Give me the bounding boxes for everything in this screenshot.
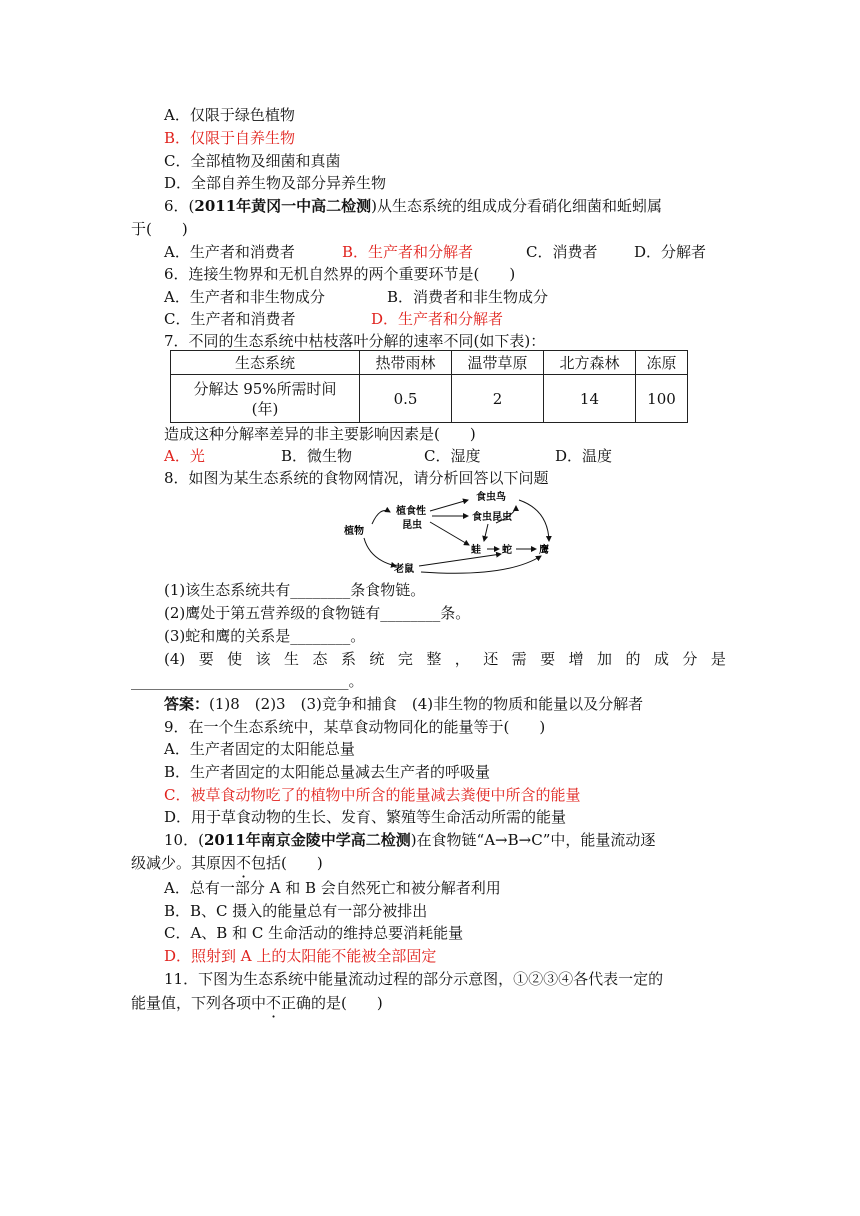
q8-s4-char: 加 — [597, 650, 613, 668]
q6a-source: 2011年黄冈一中高二检测 — [194, 197, 372, 215]
node-insectivorous-bird: 食虫鸟 — [476, 492, 506, 503]
arrow-mouse-to-eagle — [421, 556, 541, 573]
q8-s4-char: 成 — [653, 650, 669, 668]
q6a-stem-text: )从生态系统的组成成分看硝化细菌和蚯蚓属 — [371, 197, 663, 215]
q10-option-b: B．B、C 摄入的能量总有一部分被排出 — [164, 902, 428, 920]
food-web-arrows — [364, 500, 549, 573]
q8-s4-char: 使 — [227, 650, 243, 668]
q8-subquestion-3: (3)蛇和鹰的关系是________。 — [164, 627, 366, 645]
q8-subquestion-4 — [164, 648, 726, 670]
q10-cont-text-end: 包括( ) — [251, 854, 323, 872]
q6a-option-a: A．生产者和消费者 — [164, 243, 295, 261]
node-plant: 植物 — [344, 526, 364, 537]
q10-option-a: A．总有一部分 A 和 B 会自然死亡和被分解者利用 — [164, 879, 501, 897]
q6b-stem: 6．连接生物界和无机自然界的两个重要环节是( ) — [164, 265, 516, 283]
q5-option-b: B．仅限于自养生物 — [164, 129, 296, 147]
table-header-cell: 北方森林 — [543, 351, 635, 375]
q6b-option-b: B．消费者和非生物成分 — [387, 288, 549, 306]
q9-option-b: B．生产者固定的太阳能总量减去生产者的呼吸量 — [164, 763, 491, 781]
q10-stem — [164, 829, 655, 851]
table-row-label — [171, 375, 360, 423]
q8-s4-char: (4) — [164, 650, 186, 668]
node-mouse: 老鼠 — [394, 564, 414, 575]
q8-s4-char: 要 — [198, 650, 214, 668]
q8-s4-char: 分 — [682, 650, 698, 668]
arrow-bird-to-eagle — [519, 500, 549, 541]
decomposition-table — [170, 350, 688, 423]
row-label-line-2: (年) — [251, 399, 279, 418]
row-label-line-1: 分解达 95%所需时间 — [193, 379, 337, 398]
table-cell: 14 — [543, 375, 635, 423]
q10-cont-text: 级减少。其原因 — [131, 854, 237, 872]
q8-s4-char: 是 — [710, 650, 726, 668]
q8-subquestion-4-blank: _____________________________。 — [131, 672, 364, 690]
q8-s4-char: ， — [454, 650, 470, 668]
arrow-insecteater-to-frog — [484, 524, 488, 541]
q10-stem-text: )在食物链“A→B→C”中，能量流动逐 — [410, 831, 656, 849]
q11-cont-text: 能量值，下列各项中 — [131, 994, 267, 1012]
q6a-stem-continued: 于( ) — [131, 220, 188, 238]
q8-s4-char: 统 — [369, 650, 385, 668]
table-header-cell: 生态系统 — [171, 351, 360, 375]
table-header-row — [171, 351, 688, 375]
q5-option-c: C．全部植物及细菌和真菌 — [164, 152, 341, 170]
q9-option-c: C．被草食动物吃了的植物中所含的能量减去粪便中所含的能量 — [164, 786, 581, 804]
node-herbivorous-insect-line-2: 昆虫 — [402, 520, 422, 531]
q7-option-a: A．光 — [164, 447, 205, 465]
q7-option-c: C．湿度 — [424, 447, 481, 465]
q6a-stem — [164, 195, 662, 217]
q5-option-d: D．全部自养生物及部分异养生物 — [164, 174, 387, 192]
q8-s4-char: 还 — [483, 650, 499, 668]
q8-s4-char: 整 — [426, 650, 442, 668]
q6a-option-d: D．分解者 — [634, 243, 707, 261]
arrow-plant-to-insect — [372, 511, 390, 525]
q7-option-d: D．温度 — [555, 447, 613, 465]
q9-option-a: A．生产者固定的太阳能总量 — [164, 740, 355, 758]
q7-option-b: B．微生物 — [281, 447, 353, 465]
table-header-cell: 热带雨林 — [360, 351, 452, 375]
q8-s4-char: 系 — [340, 650, 356, 668]
answer-label: 答案： — [164, 695, 210, 713]
table-cell: 0.5 — [360, 375, 452, 423]
q6b-option-c: C．生产者和消费者 — [164, 310, 296, 328]
arrow-insect-to-frog — [430, 522, 469, 545]
q8-s4-char: 增 — [568, 650, 584, 668]
q8-s4-char: 要 — [540, 650, 556, 668]
q9-option-d: D．用于草食动物的生长、发育、繁殖等生命活动所需的能量 — [164, 808, 567, 826]
q7-question: 造成这种分解率差异的非主要影响因素是( ) — [164, 425, 476, 443]
q6b-option-d: D．生产者和分解者 — [371, 310, 504, 328]
q6a-stem-prefix: 6．( — [164, 197, 195, 215]
table-cell: 100 — [635, 375, 687, 423]
q8-stem: 8．如图为某生态系统的食物网情况，请分析回答以下问题 — [164, 469, 549, 487]
answer-text: (1)8 (2)3 (3)竞争和捕食 (4)非生物的物质和能量以及分解者 — [209, 695, 644, 713]
q10-stem-continued — [131, 852, 323, 874]
q6b-option-a: A．生产者和非生物成分 — [164, 288, 325, 306]
q8-s4-char: 需 — [511, 650, 527, 668]
table-cell: 2 — [451, 375, 543, 423]
q8-s4-char: 态 — [312, 650, 328, 668]
q10-option-c: C．A、B 和 C 生命活动的维持总要消耗能量 — [164, 924, 464, 942]
q5-option-a: A．仅限于绿色植物 — [164, 106, 295, 124]
node-insectivorous-insect: 食虫昆虫 — [472, 512, 512, 523]
q6a-option-c: C．消费者 — [526, 243, 598, 261]
q8-subquestion-1: (1)该生态系统共有________条食物链。 — [164, 581, 426, 599]
food-web-diagram — [336, 486, 566, 578]
node-snake: 蛇 — [502, 545, 512, 556]
table-header-cell: 冻原 — [635, 351, 687, 375]
q11-stem-continued — [131, 992, 383, 1014]
table-row — [171, 375, 688, 423]
arrow-plant-to-mouse — [364, 538, 396, 566]
q10-option-d: D．照射到 A 上的太阳能不能被全部固定 — [164, 947, 437, 965]
emphasis-dot-text: 不 — [266, 994, 282, 1012]
q11-stem: 11．下图为生态系统中能量流动过程的部分示意图，①②③④各代表一定的 — [164, 970, 664, 988]
node-eagle: 鹰 — [539, 545, 549, 556]
q6a-option-b: B．生产者和分解者 — [342, 243, 474, 261]
node-frog: 蛙 — [471, 545, 481, 556]
q8-s4-char: 完 — [397, 650, 413, 668]
q9-stem: 9．在一个生态系统中，某草食动物同化的能量等于( ) — [164, 718, 546, 736]
arrow-insect-to-bird — [430, 500, 468, 511]
q11-cont-text-end: 正确的是( ) — [281, 994, 383, 1012]
q8-subquestion-2: (2)鹰处于第五营养级的食物链有________条。 — [164, 604, 471, 622]
q8-s4-char: 的 — [625, 650, 641, 668]
q10-source: 2011年南京金陵中学高二检测 — [203, 831, 411, 849]
emphasis-dot-text: 不 — [236, 854, 252, 872]
node-herbivorous-insect-line-1: 植食性 — [396, 506, 426, 517]
q8-s4-char: 生 — [284, 650, 300, 668]
q8-s4-char: 该 — [255, 650, 271, 668]
table-header-cell: 温带草原 — [451, 351, 543, 375]
q10-stem-prefix: 10．( — [164, 831, 204, 849]
q8-answer — [164, 693, 643, 715]
arrow-mouse-to-snake — [419, 554, 501, 566]
q7-stem: 7．不同的生态系统中枯枝落叶分解的速率不同(如下表)： — [164, 332, 546, 350]
